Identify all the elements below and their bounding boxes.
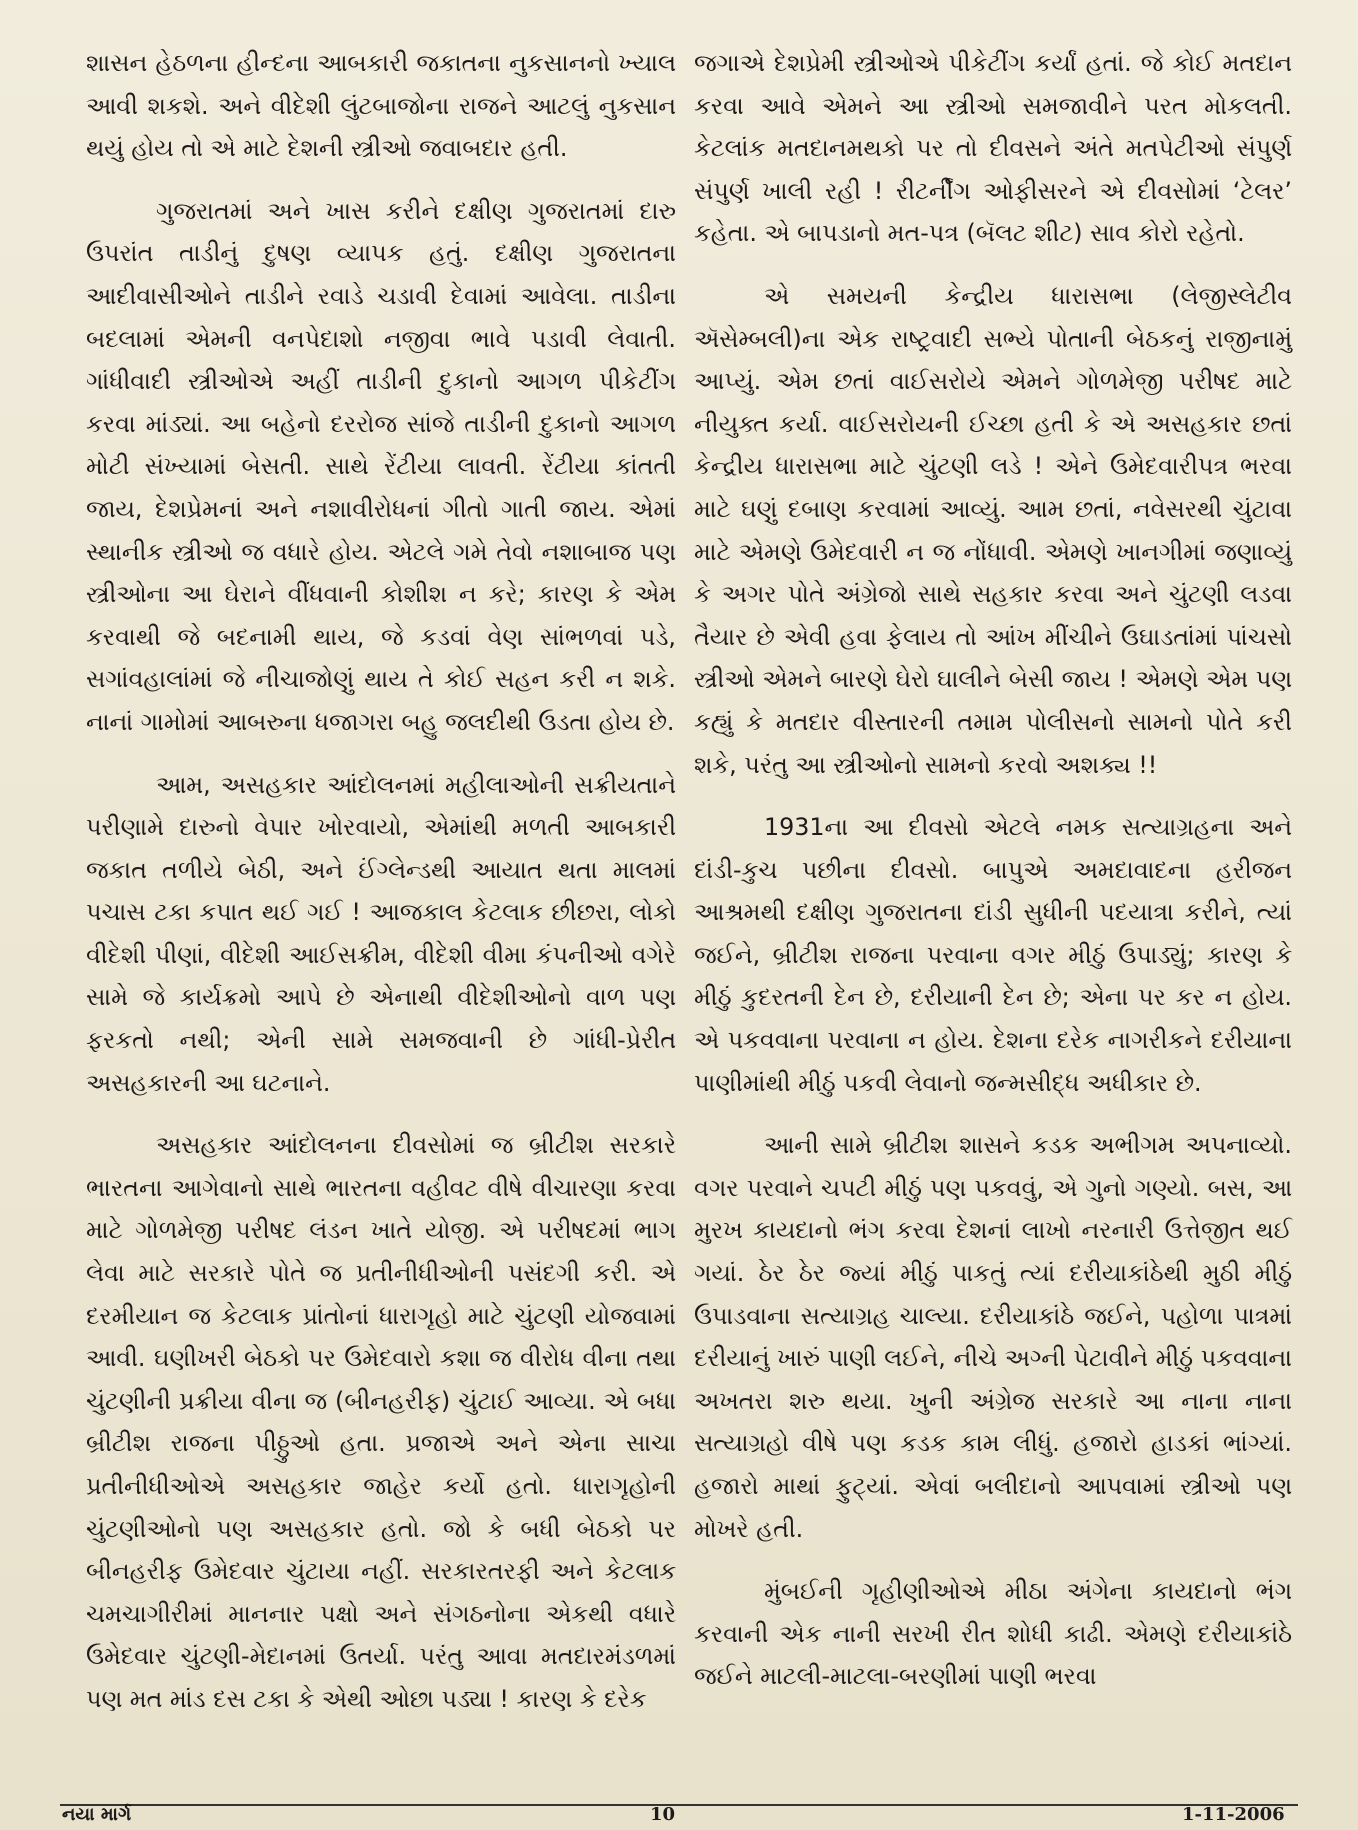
paragraph: ગુજરાતમાં અને ખાસ કરીને દક્ષીણ ગુજરાતમાં દારુ ઉપરાંત તાડીનું દુષણ વ્યાપક હતું. દક્ષીણ ગુજરાતના આદીવાસીઓને તાડીને રવાડે ચડાવી દેવામાં આવેલા. તાડીના બદલામાં એમની વનપેદાશો નજીવા ભાવે પડાવી લેવાતી. ગાંધીવાદી સ્ત્રીઓએ અહીં તાડીની દુકાનો આગળ પીકેટીંગ કરવા માંડ્યાં. આ બહેનો દરરોજ સાંજે તાડીની દુકાનો આગળ મોટી સંખ્યામાં બેસતી. સાથે રેંટીયા લાવતી. રેંટીયા કાંતતી જાય, દેશપ્રેમનાં અને નશાવીરોધનાં ગીતો ગાતી જાય. એમાં સ્થાનીક સ્ત્રીઓ જ વધારે હોય. એટલે ગમે તેવો નશાબાજ પણ સ્ત્રીઓના આ ઘેરાને વીંધવાની કોશીશ ન કરે; કારણ કે એમ કરવાથી જે બદનામી થાય, જે કડવાં વેણ સાંભળવાં પડે, સગાંવહાલાંમાં જે નીચાજોણું થાય તે કોઈ સહન કરી ન શકે. નાનાં ગામોમાં આબરુના ધજાગરા બહુ જલદીથી ઉડતા હોય છે.: [86, 196, 676, 736]
issue-date: 1-11-2006: [1182, 1804, 1285, 1825]
page-footer: [0, 1804, 1358, 1830]
left-column: [86, 42, 676, 1721]
right-column: [694, 42, 1292, 1698]
page-number: 10: [650, 1804, 676, 1825]
paragraph: 1931ના આ દીવસો એટલે નમક સત્યાગ્રહના અને દાંડી-કુચ પછીના દીવસો. બાપુએ અમદાવાદના હરીજન આશ્રમથી દક્ષીણ ગુજરાતના દાંડી સુધીની પદયાત્રા કરીને, ત્યાં જઈને, બ્રીટીશ રાજના પરવાના વગર મીઠું ઉપાડ્યું; કારણ કે મીઠું કુદરતની દેન છે, દરીયાની દેન છે; એના પર કર ન હોય. એ પકવવાના પરવાના ન હોય. દેશના દરેક નાગરીકને દરીયાના પાણીમાંથી મીઠું પકવી લેવાનો જન્મસીદ્ધ અધીકાર છે.: [694, 813, 1292, 1097]
footer-rule: [60, 1804, 1298, 1806]
paragraph: એ સમયની કેન્દ્રીય ધારાસભા (લેજીસ્લેટીવ ઍસેમ્બલી)ના એક રાષ્ટ્રવાદી સભ્યે પોતાની બેઠકનું રાજીનામું આપ્યું. એમ છતાં વાઈસરોયે એમને ગોળમેજી પરીષદ માટે નીયુક્ત કર્યા. વાઈસરોયની ઈચ્છા હતી કે એ અસહકાર છતાં કેન્દ્રીય ધારાસભા માટે ચુંટણી લડે ! એને ઉમેદવારીપત્ર ભરવા માટે ઘણું દબાણ કરવામાં આવ્યું. આમ છતાં, નવેસરથી ચુંટાવા માટે એમણે ઉમેદવારી ન જ નોંધાવી. એમણે ખાનગીમાં જણાવ્યું કે અગર પોતે અંગ્રેજો સાથે સહકાર કરવા અને ચુંટણી લડવા તૈયાર છે એવી હવા ફેલાય તો આંખ મીંચીને ઉઘાડતાંમાં પાંચસો સ્ત્રીઓ એમને બારણે ઘેરો ઘાલીને બેસી જાય ! એમણે એમ પણ કહ્યું કે મતદાર વીસ્તારની તમામ પોલીસનો સામનો પોતે કરી શકે, પરંતુ આ સ્ત્રીઓનો સામનો કરવો અશક્ય !!: [694, 281, 1292, 779]
paragraph: અસહકાર આંદોલનના દીવસોમાં જ બ્રીટીશ સરકારે ભારતના આગેવાનો સાથે ભારતના વહીવટ વીષે વીચારણા કરવા માટે ગોળમેજી પરીષદ લંડન ખાતે યોજી. એ પરીષદમાં ભાગ લેવા માટે સરકારે પોતે જ પ્રતીનીધીઓની પસંદગી કરી. એ દરમીયાન જ કેટલાક પ્રાંતોનાં ધારાગૃહો માટે ચુંટણી યોજવામાં આવી. ઘણીખરી બેઠકો પર ઉમેદવારો કશા જ વીરોધ વીના તથા ચુંટણીની પ્રક્રીયા વીના જ (બીનહરીફ) ચુંટાઈ આવ્યા. એ બધા બ્રીટીશ રાજના પીઠ્ઠુઓ હતા. પ્રજાએ અને એના સાચા પ્રતીનીધીઓએ અસહકાર જાહેર કર્યો હતો. ધારાગૃહોની ચુંટણીઓનો પણ અસહકાર હતો. જો કે બધી બેઠકો પર બીનહરીફ ઉમેદવાર ચુંટાયા નહીં. સરકારતરફી અને કેટલાક ચમચાગીરીમાં માનનાર પક્ષો અને સંગઠનોના એકથી વધારે ઉમેદવાર ચુંટણી-મેદાનમાં ઉતર્યા. પરંતુ આવા મતદારમંડળમાં પણ મત માંડ દસ ટકા કે એથી ઓછા પડ્યા ! કારણ કે દરેક: [86, 1131, 676, 1713]
paragraph: શાસન હેઠળના હીન્દના આબકારી જકાતના નુકસાનનો ખ્યાલ આવી શકશે. અને વીદેશી લુંટબાજોના રાજને આટલું નુકસાન થયું હોય તો એ માટે દેશની સ્ત્રીઓ જવાબદાર હતી.: [86, 49, 676, 163]
paragraph: આમ, અસહકાર આંદોલનમાં મહીલાઓની સક્રીયતાને પરીણામે દારુનો વેપાર ખોરવાયો, એમાંથી મળતી આબકારી જકાત તળીયે બેઠી, અને ઈંગ્લેન્ડથી આયાત થતા માલમાં પચાસ ટકા કપાત થઈ ગઈ ! આજકાલ કેટલાક છીછરા, લોકો વીદેશી પીણાં, વીદેશી આઈસક્રીમ, વીદેશી વીમા કંપનીઓ વગેરે સામે જે કાર્યક્રમો આપે છે એનાથી વીદેશીઓનો વાળ પણ ફરકતો નથી; એની સામે સમજવાની છે ગાંધી-પ્રેરીત અસહકારની આ ઘટનાને.: [86, 770, 676, 1097]
publication-name: નયા માર્ગ: [62, 1804, 132, 1825]
paragraph: મુંબઈની ગૃહીણીઓએ મીઠા અંગેના કાયદાનો ભંગ કરવાની એક નાની સરખી રીત શોધી કાઢી. એમણે દરીયાકાંઠે જઈને માટલી-માટલા-બરણીમાં પાણી ભરવા: [694, 1577, 1292, 1691]
paragraph: જગાએ દેશપ્રેમી સ્ત્રીઓએ પીકેટીંગ કર્યાં હતાં. જે કોઈ મતદાન કરવા આવે એમને આ સ્ત્રીઓ સમજાવીને પરત મોકલતી. કેટલાંક મતદાનમથકો પર તો દીવસને અંતે મતપેટીઓ સંપુર્ણ સંપુર્ણ ખાલી રહી ! રીટર્નીંગ ઓફીસરને એ દીવસોમાં ‘ટેલર’ કહેતા. એ બાપડાનો મત-પત્ર (બૅલટ શીટ) સાવ કોરો રહેતો.: [694, 49, 1292, 248]
paragraph: આની સામે બ્રીટીશ શાસને કડક અભીગમ અપનાવ્યો. વગર પરવાને ચપટી મીઠું પણ પકવવું, એ ગુનો ગણ્યો. બસ, આ મુરખ કાયદાનો ભંગ કરવા દેશનાં લાખો નરનારી ઉત્તેજીત થઈ ગયાં. ઠેર ઠેર જ્યાં મીઠું પાકતું ત્યાં દરીયાકાંઠેથી મુઠી મીઠું ઉપાડવાના સત્યાગ્રહ ચાલ્યા. દરીયાકાંઠે જઈને, પહોળા પાત્રમાં દરીયાનું ખારું પાણી લઈને, નીચે અગ્ની પેટાવીને મીઠું પકવવાના અખતરા શરુ થયા. ખુની અંગ્રેજ સરકારે આ નાના નાના સત્યાગ્રહો વીષે પણ કડક કામ લીધું. હજારો હાડકાં ભાંગ્યાં. હજારો માથાં ફુટ્યાં. એવાં બલીદાનો આપવામાં સ્ત્રીઓ પણ મોખરે હતી.: [694, 1131, 1292, 1543]
